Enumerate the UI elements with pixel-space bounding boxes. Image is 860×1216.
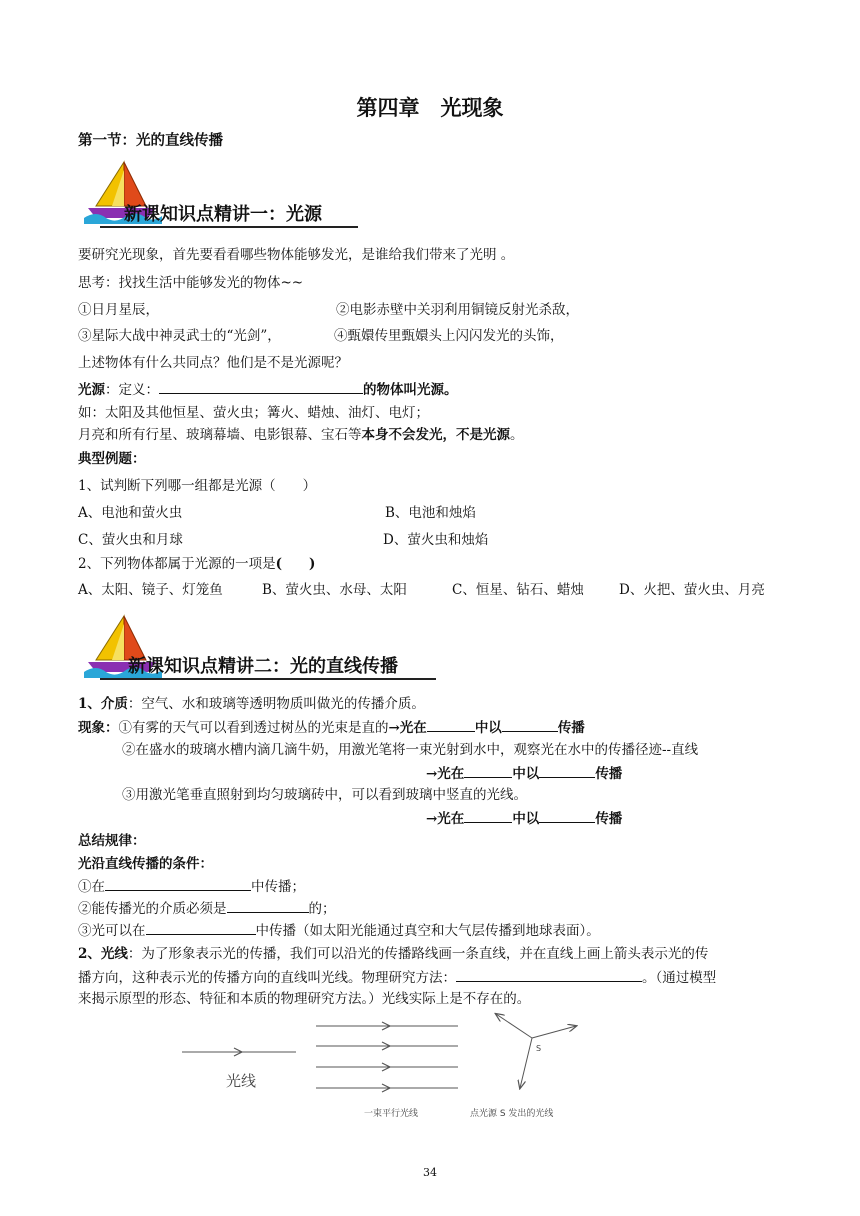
condition-1-pre: ①在 (78, 879, 105, 895)
condition-3-blank[interactable] (146, 921, 256, 935)
example-2: ②电影赤壁中关羽利用铜镜反射光杀敌， (336, 302, 579, 318)
example-4: ④甄嬛传里甄嬛头上闪闪发光的头饰， (334, 328, 564, 344)
q1-option-d: D、萤火虫和烛焰 (383, 532, 489, 548)
condition-2-pre: ②能传播光的介质必须是 (78, 901, 227, 917)
non-light-source-examples (78, 426, 524, 444)
q2-option-c: C、恒星、钻石、蜡烛 (452, 582, 584, 598)
arrow-text-c: 传播 (595, 811, 623, 827)
q1-option-c: C、萤火虫和月球 (78, 532, 183, 548)
arrow-text-c: 传播 (557, 720, 585, 736)
question-2 (78, 555, 315, 573)
condition-3-post: 中传播（如太阳光能通过真空和大气层传播到地球表面）。 (255, 923, 600, 939)
condition-2-post: 的； (308, 901, 336, 917)
light-ray-line-3: 来揭示原型的形态、特征和本质的物理研究方法。）光线实际上是不存在的。 (78, 991, 531, 1007)
phenomenon-2-conclusion (426, 764, 622, 783)
non-source-emphasis: 本身不会发光，不是光源 (361, 427, 510, 443)
arrow-text-a: →光在 (388, 720, 427, 736)
definition-label: 光源 (78, 382, 105, 398)
light-source-definition (78, 380, 458, 399)
arrow-text-a: →光在 (426, 766, 465, 782)
definition-prefix: ：定义： (105, 382, 159, 398)
condition-3 (78, 921, 600, 940)
light-source-examples: 如：太阳及其他恒星、萤火虫；篝火、蜡烛、油灯、电灯； (78, 405, 429, 421)
q2-answer-paren: ( ) (275, 556, 316, 572)
light-ray-line-2 (78, 968, 716, 987)
medium-blank[interactable] (464, 809, 512, 823)
condition-1 (78, 877, 305, 896)
single-ray-caption: 光线 (226, 1072, 257, 1090)
light-ray-text-2-end: 。（通过模型 (642, 970, 717, 986)
arrow-text-b: 中以 (512, 766, 540, 782)
manner-blank[interactable] (539, 764, 595, 778)
arrow-text-b: 中以 (474, 720, 502, 736)
banner-1-underline (100, 226, 358, 228)
condition-3-pre: ③光可以在 (78, 923, 146, 939)
q2-option-b: B、萤火虫、水母、太阳 (262, 582, 407, 598)
single-ray-diagram (182, 1048, 296, 1056)
arrow-text-b: 中以 (512, 811, 540, 827)
phenomenon-2: ②在盛水的玻璃水槽内滴几滴牛奶，用激光笔将一束光射到水中，观察光在水中的传播径迹--直线 (122, 742, 699, 758)
question-1: 1、试判断下列哪一组都是光源（ ） (78, 478, 317, 494)
parallel-rays-caption: 一束平行光线 (364, 1109, 419, 1119)
example-3: ③星际大战中神灵武士的“光剑”， (78, 328, 281, 344)
q1-option-b: B、电池和烛焰 (385, 505, 476, 521)
parallel-rays-diagram (316, 1022, 458, 1092)
light-ray-text-2: 播方向，这种表示光的传播方向的直线叫光线。物理研究方法： (78, 970, 456, 986)
condition-1-blank[interactable] (105, 877, 251, 891)
condition-1-post: 中传播； (251, 879, 305, 895)
medium-definition (78, 695, 425, 713)
phenomenon-3: ③用激光笔垂直照射到均匀玻璃砖中，可以看到玻璃中竖直的光线。 (122, 787, 527, 803)
light-ray-text-1: ：为了形象表示光的传播，我们可以沿光的传播路线画一条直线，并在直线上画上箭头表示光的传 (127, 946, 709, 962)
phenomenon-label: 现象： (78, 720, 119, 736)
condition-2 (78, 899, 336, 918)
condition-2-blank[interactable] (227, 899, 309, 913)
question-common: 上述物体有什么共同点？他们是不是光源呢？ (78, 355, 348, 371)
medium-label: 1、介质 (78, 696, 128, 712)
typical-examples-heading: 典型例题： (78, 451, 146, 467)
non-source-list: 月亮和所有行星、玻璃幕墙、电影银幕、宝石等 (78, 427, 362, 443)
medium-blank[interactable] (464, 764, 512, 778)
arrow-text-a: →光在 (426, 811, 465, 827)
banner-2-underline (100, 678, 436, 680)
chapter-title: 第四章 光现象 (356, 96, 504, 120)
phenomenon-1-text: ①有雾的天气可以看到透过树丛的光束是直的 (118, 720, 389, 736)
definition-blank[interactable] (159, 380, 363, 394)
definition-suffix: 的物体叫光源。 (363, 382, 458, 398)
banner-2-title: 新课知识点精讲二：光的直线传播 (128, 656, 398, 677)
manner-blank[interactable] (502, 718, 558, 732)
example-1: ①日月星辰， (78, 302, 159, 318)
manner-blank[interactable] (539, 809, 595, 823)
page-number: 34 (423, 1166, 437, 1179)
light-ray-label: 2、光线 (78, 946, 128, 962)
medium-text: ：空气、水和玻璃等透明物质叫做光的传播介质。 (127, 696, 425, 712)
banner-1-title: 新课知识点精讲一：光源 (124, 204, 322, 225)
intro-paragraph: 要研究光现象，首先要看看哪些物体能够发光，是谁给我们带来了光明 。 (78, 247, 515, 263)
q1-option-a: A、电池和萤火虫 (78, 505, 183, 521)
method-blank[interactable] (456, 968, 642, 982)
point-source-caption: 点光源 S 发出的光线 (470, 1109, 554, 1119)
medium-blank[interactable] (427, 718, 475, 732)
q2-option-a: A、太阳、镜子、灯笼鱼 (78, 582, 223, 598)
arrow-text-c: 传播 (595, 766, 623, 782)
q2-stem: 2、下列物体都属于光源的一项是 (78, 556, 276, 572)
source-s-label: S (536, 1044, 542, 1053)
phenomenon-3-conclusion (426, 809, 622, 828)
q2-option-d: D、火把、萤火虫、月亮 (619, 582, 765, 598)
conditions-heading: 光沿直线传播的条件： (78, 856, 213, 872)
light-ray-line-1 (78, 945, 708, 963)
non-source-period: 。 (510, 427, 524, 443)
think-prompt: 思考：找找生活中能够发光的物体~~ (78, 275, 304, 291)
phenomenon-1 (78, 718, 585, 737)
section-title: 第一节：光的直线传播 (78, 133, 223, 149)
summary-heading: 总结规律： (78, 833, 146, 849)
